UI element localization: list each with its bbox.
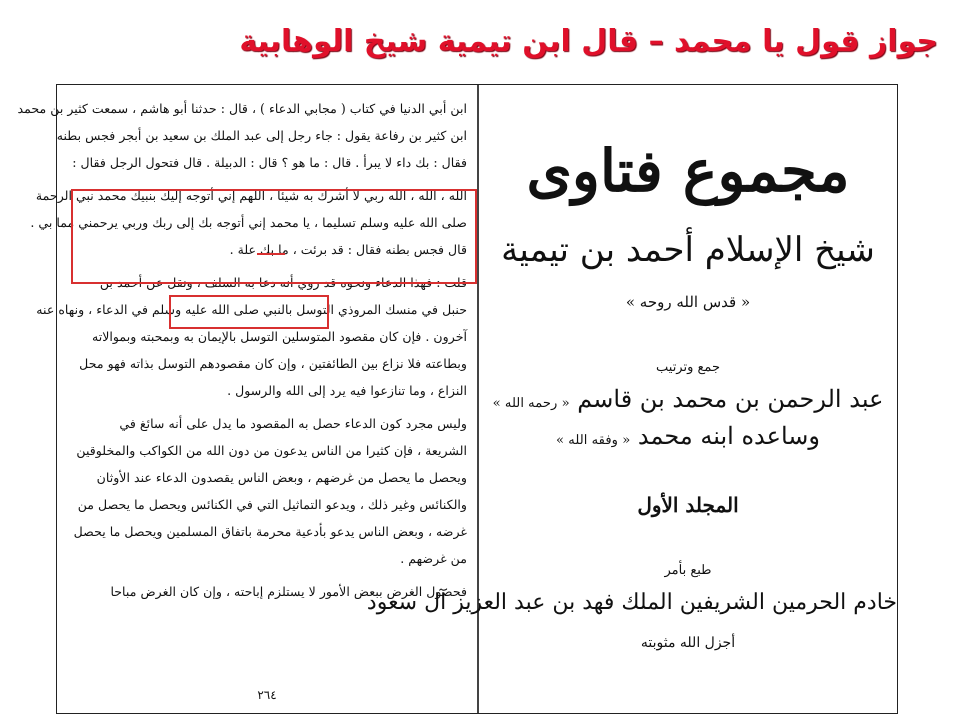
cover-assistant <box>479 422 897 450</box>
book-scan <box>17 84 898 714</box>
page-number: ٢٦٤ <box>257 688 277 702</box>
highlight-underline-ya-muhammad <box>257 253 285 255</box>
compiler-note: « رحمه الله » <box>492 396 570 411</box>
cover-volume: المجلد الأول <box>637 493 739 517</box>
text-line-7: قلت : فهذا الدعاء ونحوه قد روي أنه دعا به السلف ، ونقل عن أحمد بن <box>99 275 467 290</box>
text-line-5: صلى الله عليه وسلم تسليما ، يا محمد إني أتوجه بك إلى ربك وربي يرحمني مما بي . <box>30 215 467 230</box>
text-line-6: قال فجس بطنه فقال : قد برئت ، ما بك علة . <box>229 242 467 257</box>
text-line-17: من غرضهم . <box>400 551 467 566</box>
cover-compiled-label: جمع وترتيب <box>656 360 720 375</box>
cover-king: خادم الحرمين الشريفين الملك فهد بن عبد العزيز آل سعود <box>366 590 897 615</box>
assistant-name: وساعده ابنه محمد <box>637 422 820 450</box>
cover-prayer: أجزل الله مثوبته <box>640 635 736 651</box>
text-line-11: النزاع ، وما تنازعوا فيه يرد إلى الله والرسول . <box>227 383 467 398</box>
cover-compiler <box>479 385 897 413</box>
text-line-15: والكنائس وغير ذلك ، ويدعو التماثيل التي في الكنائس ويحصل ما يحصل من <box>77 497 467 512</box>
text-line-8: حنبل في منسك المروذي التوسل بالنبي صلى الله عليه وسلم في الدعاء ، ونهاه عنه <box>36 302 467 317</box>
slide-title: جواز قول يا محمد – قال ابن تيمية شيخ الوهابية <box>239 24 938 59</box>
text-line-14: ويحصل ما يحصل من غرضهم ، وبعض الناس يقصدون الدعاء عند الأوثان <box>96 470 467 485</box>
assistant-note: « وفقه الله » <box>556 433 631 448</box>
text-line-16: غرضه ، وبعض الناس يدعو بأدعية محرمة باتفاق المسلمين ويحصل ما يحصل <box>73 524 467 539</box>
text-line-4: الله ، الله ، الله ربي لا أشرك به شيئا ، اللهم إني أتوجه إليك بنبيك محمد نبي الرحمة <box>35 188 467 203</box>
cover-title: مجموع فتاوى <box>526 137 850 205</box>
cover-author-name: شيخ الإسلام أحمد بن تيمية <box>501 230 875 270</box>
compiler-name: عبد الرحمن بن محمد بن قاسم <box>577 385 884 413</box>
text-line-10: وبطاعته فلا نزاع بين الطائفتين ، وإن كان مقصودهم التوسل بذاته فهو محل <box>79 356 467 371</box>
left-page <box>17 85 477 713</box>
cover-printed-label: طبع بأمر <box>664 563 712 578</box>
text-line-1: ابن أبي الدنيا في كتاب ( مجابي الدعاء ) ، قال : حدثنا أبو هاشم ، سمعت كثير بن محمد <box>17 101 467 116</box>
text-line-3: فقال : بك داء لا يبرأ . قال : ما هو ؟ قال : الدبيلة . قال فتحول الرجل فقال : <box>72 155 467 170</box>
cover-honorific: « قدس الله روحه » <box>625 293 751 311</box>
text-line-13: الشريعة ، فإن كثيرا من الناس يدعون من دون الله من الكواكب والمخلوقين <box>76 443 467 458</box>
text-line-9: آخرون . فإن كان مقصود المتوسلين التوسل بالإيمان به وبمحبته وبموالاته <box>91 329 467 344</box>
text-line-2: ابن كثير بن رفاعة يقول : جاء رجل إلى عبد الملك بن سعيد بن أبجر فجس بطنه <box>56 128 467 143</box>
text-line-12: وليس مجرد كون الدعاء حصل به المقصود ما يدل على أنه سائغ في <box>119 416 467 431</box>
text-line-18: فحصول الغرض ببعض الأمور لا يستلزم إباحته ، وإن كان الغرض مباحا <box>110 584 467 599</box>
